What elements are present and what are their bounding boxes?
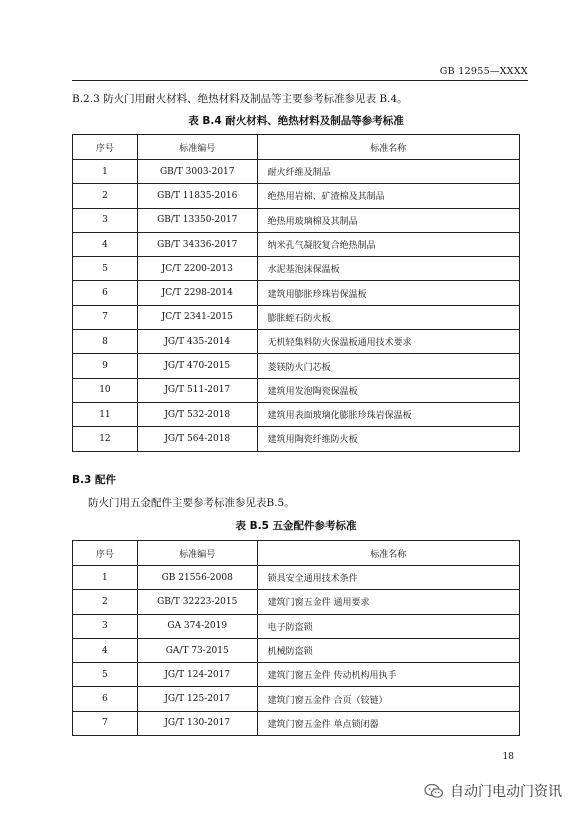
- table-b5: [72, 540, 520, 736]
- table-row: [73, 378, 520, 402]
- col-header-name: 标准名称: [257, 135, 519, 160]
- table-row: [73, 281, 520, 305]
- col-header-code: 标准编号: [137, 541, 257, 566]
- cell-name: 建筑门窗五金件 通用要求: [257, 590, 519, 614]
- cell-index: 10: [73, 378, 138, 402]
- section-b3-heading: B.3 配件: [72, 474, 116, 486]
- cell-code: JC/T 2341-2015: [137, 305, 257, 329]
- cell-code: JG/T 125-2017: [137, 687, 257, 711]
- cell-name: 水泥基泡沫保温板: [257, 257, 519, 281]
- cell-index: 7: [73, 305, 138, 329]
- watermark-text: 自动门电动门资讯: [450, 784, 562, 800]
- table-row: [73, 257, 520, 281]
- cell-name: 建筑门窗五金件 合页（铰链）: [257, 687, 519, 711]
- cell-code: JG/T 470-2015: [137, 354, 257, 378]
- cell-name: 无机轻集料防火保温板通用技术要求: [257, 330, 519, 354]
- cell-index: 11: [73, 402, 138, 426]
- table-row: [73, 663, 520, 687]
- cell-index: 3: [73, 208, 138, 232]
- cell-index: 4: [73, 232, 138, 256]
- table-row: [73, 590, 520, 614]
- cell-name: 建筑门窗五金件 单点锁闭器: [257, 711, 519, 735]
- cell-index: 6: [73, 687, 138, 711]
- table-b4: [72, 134, 520, 452]
- cell-index: 8: [73, 330, 138, 354]
- cell-index: 9: [73, 354, 138, 378]
- table-b5-caption: 表 B.5 五金配件参考标准: [235, 520, 357, 532]
- cell-name: 建筑门窗五金件 传动机构用执手: [257, 663, 519, 687]
- cell-index: 12: [73, 427, 138, 451]
- cell-name: 膨胀蛭石防火板: [257, 305, 519, 329]
- col-header-index: 序号: [73, 541, 138, 566]
- cell-code: GB/T 13350-2017: [137, 208, 257, 232]
- cell-code: GB/T 11835-2016: [137, 184, 257, 208]
- cell-name: 绝热用玻璃棉及其制品: [257, 208, 519, 232]
- cell-name: 纳米孔气凝胶复合绝热制品: [257, 232, 519, 256]
- cell-index: 2: [73, 590, 138, 614]
- table-header-row: [73, 135, 520, 160]
- table-row: [73, 427, 520, 451]
- cell-code: JG/T 435-2014: [137, 330, 257, 354]
- header-rule: [72, 80, 528, 81]
- table-row: [73, 232, 520, 256]
- cell-index: 1: [73, 160, 138, 184]
- cell-name: 建筑用陶瓷纤维防火板: [257, 427, 519, 451]
- table-row: [73, 160, 520, 184]
- col-header-code: 标准编号: [137, 135, 257, 160]
- cell-name: 建筑用发泡陶瓷保温板: [257, 378, 519, 402]
- doc-code: GB 12955—XXXX: [439, 66, 528, 77]
- table-row: [73, 208, 520, 232]
- table-row: [73, 184, 520, 208]
- col-header-index: 序号: [73, 135, 138, 160]
- table-row: [73, 402, 520, 426]
- cell-index: 5: [73, 257, 138, 281]
- cell-index: 5: [73, 663, 138, 687]
- watermark: [424, 781, 562, 801]
- cell-code: JG/T 564-2018: [137, 427, 257, 451]
- table-row: [73, 687, 520, 711]
- table-row: [73, 614, 520, 638]
- cell-index: 6: [73, 281, 138, 305]
- cell-code: JG/T 532-2018: [137, 402, 257, 426]
- cell-name: 锁具安全通用技术条件: [257, 566, 519, 590]
- intro-b3: 防火门用五金配件主要参考标准参见表B.5。: [88, 497, 295, 509]
- cell-name: 绝热用岩棉、矿渣棉及其制品: [257, 184, 519, 208]
- cell-code: GB/T 3003-2017: [137, 160, 257, 184]
- table-row: [73, 711, 520, 735]
- page-number: 18: [502, 752, 514, 762]
- table-row: [73, 305, 520, 329]
- cell-index: 7: [73, 711, 138, 735]
- table-header-row: [73, 541, 520, 566]
- cell-name: 电子防盗锁: [257, 614, 519, 638]
- cell-code: JC/T 2298-2014: [137, 281, 257, 305]
- cell-name: 机械防盗锁: [257, 638, 519, 662]
- intro-b23: B.2.3 防火门用耐火材料、绝热材料及制品等主要参考标准参见表 B.4。: [72, 93, 408, 105]
- table-row: [73, 354, 520, 378]
- table-row: [73, 330, 520, 354]
- cell-index: 3: [73, 614, 138, 638]
- cell-code: GB/T 32223-2015: [137, 590, 257, 614]
- cell-code: GA/T 73-2015: [137, 638, 257, 662]
- cell-code: GB 21556-2008: [137, 566, 257, 590]
- table-b4-caption: 表 B.4 耐火材料、绝热材料及制品等参考标准: [188, 115, 404, 127]
- cell-code: GA 374-2019: [137, 614, 257, 638]
- cell-code: GB/T 34336-2017: [137, 232, 257, 256]
- cell-name: 菱镁防火门芯板: [257, 354, 519, 378]
- cell-index: 1: [73, 566, 138, 590]
- col-header-name: 标准名称: [257, 541, 519, 566]
- wechat-icon: [424, 783, 444, 799]
- cell-index: 2: [73, 184, 138, 208]
- cell-code: JG/T 124-2017: [137, 663, 257, 687]
- cell-name: 建筑用表面玻璃化膨胀珍珠岩保温板: [257, 402, 519, 426]
- cell-code: JG/T 511-2017: [137, 378, 257, 402]
- table-row: [73, 638, 520, 662]
- cell-name: 耐火纤维及制品: [257, 160, 519, 184]
- cell-index: 4: [73, 638, 138, 662]
- cell-code: JC/T 2200-2013: [137, 257, 257, 281]
- table-row: [73, 566, 520, 590]
- cell-name: 建筑用膨胀珍珠岩保温板: [257, 281, 519, 305]
- cell-code: JG/T 130-2017: [137, 711, 257, 735]
